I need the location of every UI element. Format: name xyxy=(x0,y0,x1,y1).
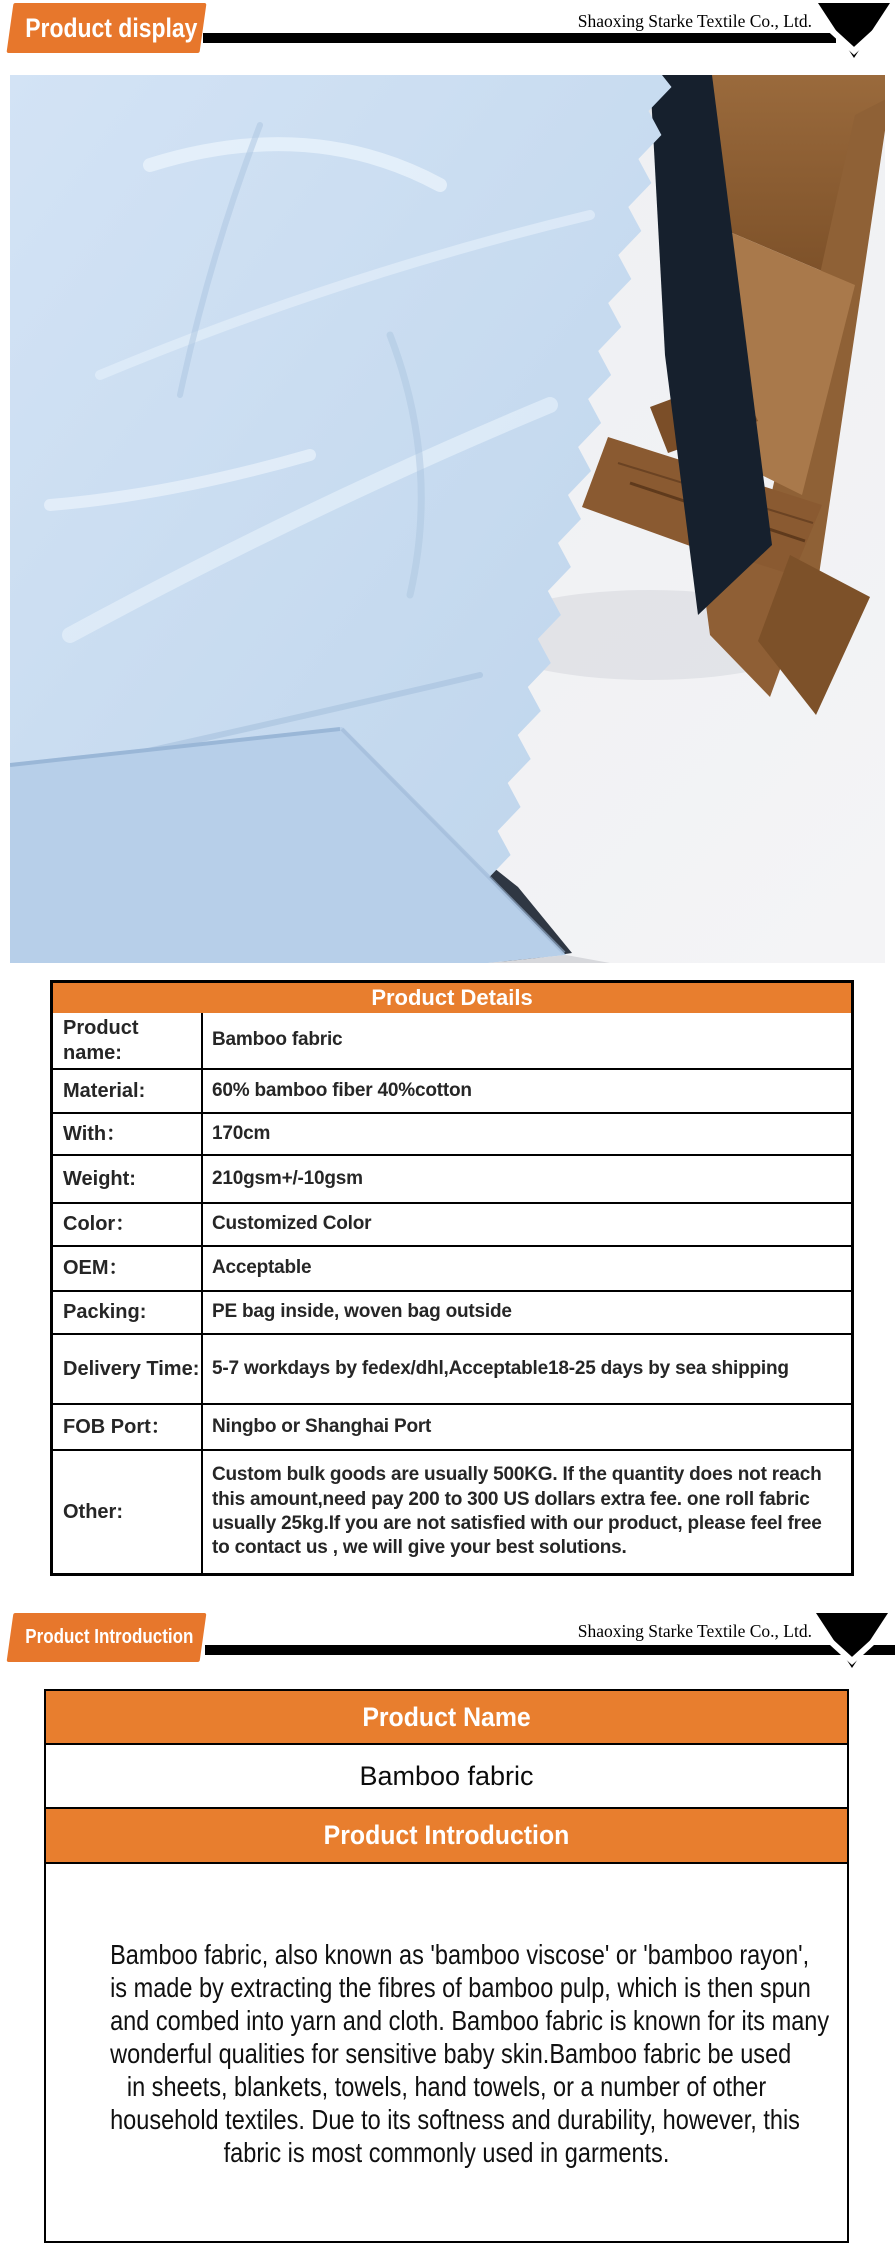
row-label: Material: xyxy=(53,1070,203,1112)
row-label: Packing: xyxy=(53,1292,203,1333)
product-photo xyxy=(10,75,885,963)
row-label: OEM： xyxy=(53,1247,203,1290)
table-row xyxy=(53,1202,851,1245)
row-value: Bamboo fabric xyxy=(212,1029,343,1051)
company-name: Shaoxing Starke Textile Co., Ltd. xyxy=(577,1621,812,1641)
table-title: Product Details xyxy=(53,983,851,1013)
paragraph-line: household textiles. Due to its softness and durability, however, this xyxy=(110,2104,800,2135)
row-value: Customized Color xyxy=(212,1213,372,1235)
product-introduction-header xyxy=(46,1809,847,1864)
row-value: Acceptable xyxy=(212,1257,312,1279)
product-name-value: Bamboo fabric xyxy=(46,1745,847,1809)
table-row xyxy=(53,1154,851,1202)
triangle-down-arrow-icon xyxy=(816,1613,888,1669)
paragraph-line: is made by extracting the fibres of bamboo pulp, which is then spun xyxy=(110,1972,811,2003)
ribbon-product-display xyxy=(6,3,206,53)
table-row xyxy=(53,1333,851,1403)
row-label: Color： xyxy=(53,1204,203,1245)
table-row xyxy=(53,1403,851,1449)
product-introduction-box xyxy=(44,1689,849,2243)
row-label: Delivery Time: xyxy=(53,1335,203,1403)
table-row xyxy=(53,1290,851,1333)
table-row xyxy=(53,1449,851,1573)
paragraph-line: Bamboo fabric, also known as 'bamboo viscose' or 'bamboo rayon', xyxy=(110,1939,810,1970)
table-row xyxy=(53,1013,851,1068)
table-row xyxy=(53,1068,851,1112)
header-rule xyxy=(205,1645,895,1655)
row-value: PE bag inside, woven bag outside xyxy=(212,1301,512,1323)
product-details-table xyxy=(50,980,854,1576)
row-value: 210gsm+/-10gsm xyxy=(212,1167,363,1189)
row-value: 5-7 workdays by fedex/dhl,Acceptable18-25 days by sea shipping xyxy=(212,1357,789,1379)
product-introduction-title: Product Introduction xyxy=(323,1820,570,1850)
ribbon-label: Product display xyxy=(25,12,198,43)
company-name: Shaoxing Starke Textile Co., Ltd. xyxy=(577,11,812,31)
row-value: Custom bulk goods are usually 500KG. If the quantity does not reach this amount,need pay 200 to 300 US dollars extra fee. one roll fabric usually 25kg.If you are not satisfied with our product, please feel free to contact us , we will give your best solutions. xyxy=(212,1464,822,1559)
introduction-paragraph xyxy=(46,1864,847,2169)
table-row xyxy=(53,1112,851,1154)
paragraph-line: and combed into yarn and cloth. Bamboo fabric is known for its many xyxy=(110,2005,830,2036)
row-value: Ningbo or Shanghai Port xyxy=(212,1415,432,1437)
header-rule xyxy=(203,33,836,43)
row-label: FOB Port： xyxy=(53,1405,203,1449)
triangle-down-arrow-icon xyxy=(818,3,890,59)
row-label: Other: xyxy=(53,1451,203,1573)
table-row xyxy=(53,1245,851,1290)
ribbon-label: Product Introduction xyxy=(25,1626,194,1648)
paragraph-line: fabric is most commonly used in garments. xyxy=(223,2137,670,2168)
row-label: Weight: xyxy=(53,1156,203,1202)
ribbon-product-introduction xyxy=(7,1613,207,1662)
row-label: With： xyxy=(53,1114,203,1154)
paragraph-line: wonderful qualities for sensitive baby skin.Bamboo fabric be used xyxy=(110,2038,792,2069)
paragraph-line: in sheets, blankets, towels, hand towels, or a number of other xyxy=(126,2071,767,2102)
product-name-header xyxy=(46,1691,847,1745)
row-value: 170cm xyxy=(212,1122,271,1144)
product-name-title: Product Name xyxy=(362,1701,531,1732)
row-value: 60% bamboo fiber 40%cotton xyxy=(212,1079,472,1101)
row-label: Product name: xyxy=(53,1013,203,1068)
